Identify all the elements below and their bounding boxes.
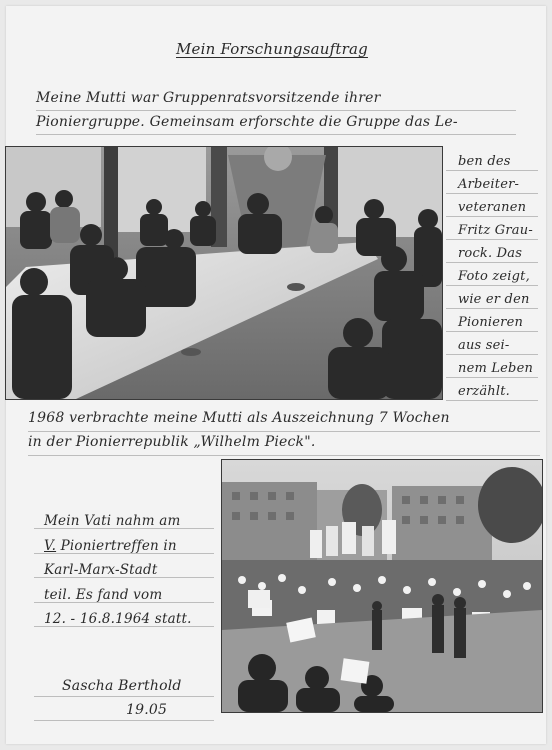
- side-line: Foto zeigt,: [458, 269, 530, 284]
- ruled-line: [36, 134, 516, 135]
- paragraph3-line4: teil. Es fand vom: [44, 586, 163, 603]
- paragraph1-line1: Meine Mutti war Gruppenratsvorsitzende ihrer: [36, 90, 381, 106]
- signature-date: 19.05: [126, 702, 168, 718]
- paragraph3-line1: Mein Vati nahm am: [44, 513, 181, 529]
- ruled-line: [34, 696, 214, 697]
- side-line: wie er den: [458, 292, 530, 307]
- roman-numeral: V.: [44, 537, 57, 554]
- side-line: Fritz Grau-: [458, 223, 533, 238]
- paragraph3-line2: [44, 534, 192, 559]
- left-text-block: [44, 509, 192, 632]
- paragraph3-line5: 12. - 16.8.1964 statt.: [44, 611, 192, 627]
- meeting-photo: [6, 147, 442, 399]
- paragraph2-line1: 1968 verbrachte meine Mutti als Auszeichnung 7 Wochen: [28, 410, 450, 426]
- side-line: erzählt.: [458, 384, 510, 399]
- side-text: [458, 150, 533, 403]
- side-line: ben des: [458, 154, 511, 169]
- notebook-page: [6, 6, 546, 744]
- side-line: Pionieren: [458, 315, 524, 330]
- side-line: veteranen: [458, 200, 527, 215]
- paragraph3-line2-rest: Pioniertreffen in: [56, 537, 177, 554]
- parade-photo-image: [222, 460, 542, 712]
- side-line: rock. Das: [458, 246, 523, 261]
- ruled-line: [28, 455, 540, 456]
- side-line: aus sei-: [458, 338, 510, 353]
- meeting-photo-image: [6, 147, 442, 399]
- paragraph3-line3: Karl-Marx-Stadt: [44, 562, 158, 578]
- paragraph1-line2: Pioniergruppe. Gemeinsam erforschte die Gruppe das Le-: [36, 114, 458, 130]
- ruled-line: [28, 431, 540, 432]
- side-line: nem Leben: [458, 361, 534, 376]
- signature-name: Sascha Berthold: [62, 678, 182, 694]
- ruled-line: [36, 110, 516, 111]
- page-title: Mein Forschungsauftrag: [176, 40, 368, 58]
- ruled-line: [34, 720, 214, 721]
- side-line: Arbeiter-: [458, 177, 520, 192]
- parade-photo: [222, 460, 542, 712]
- paragraph2-line2: in der Pionierrepublik „Wilhelm Pieck".: [28, 434, 316, 450]
